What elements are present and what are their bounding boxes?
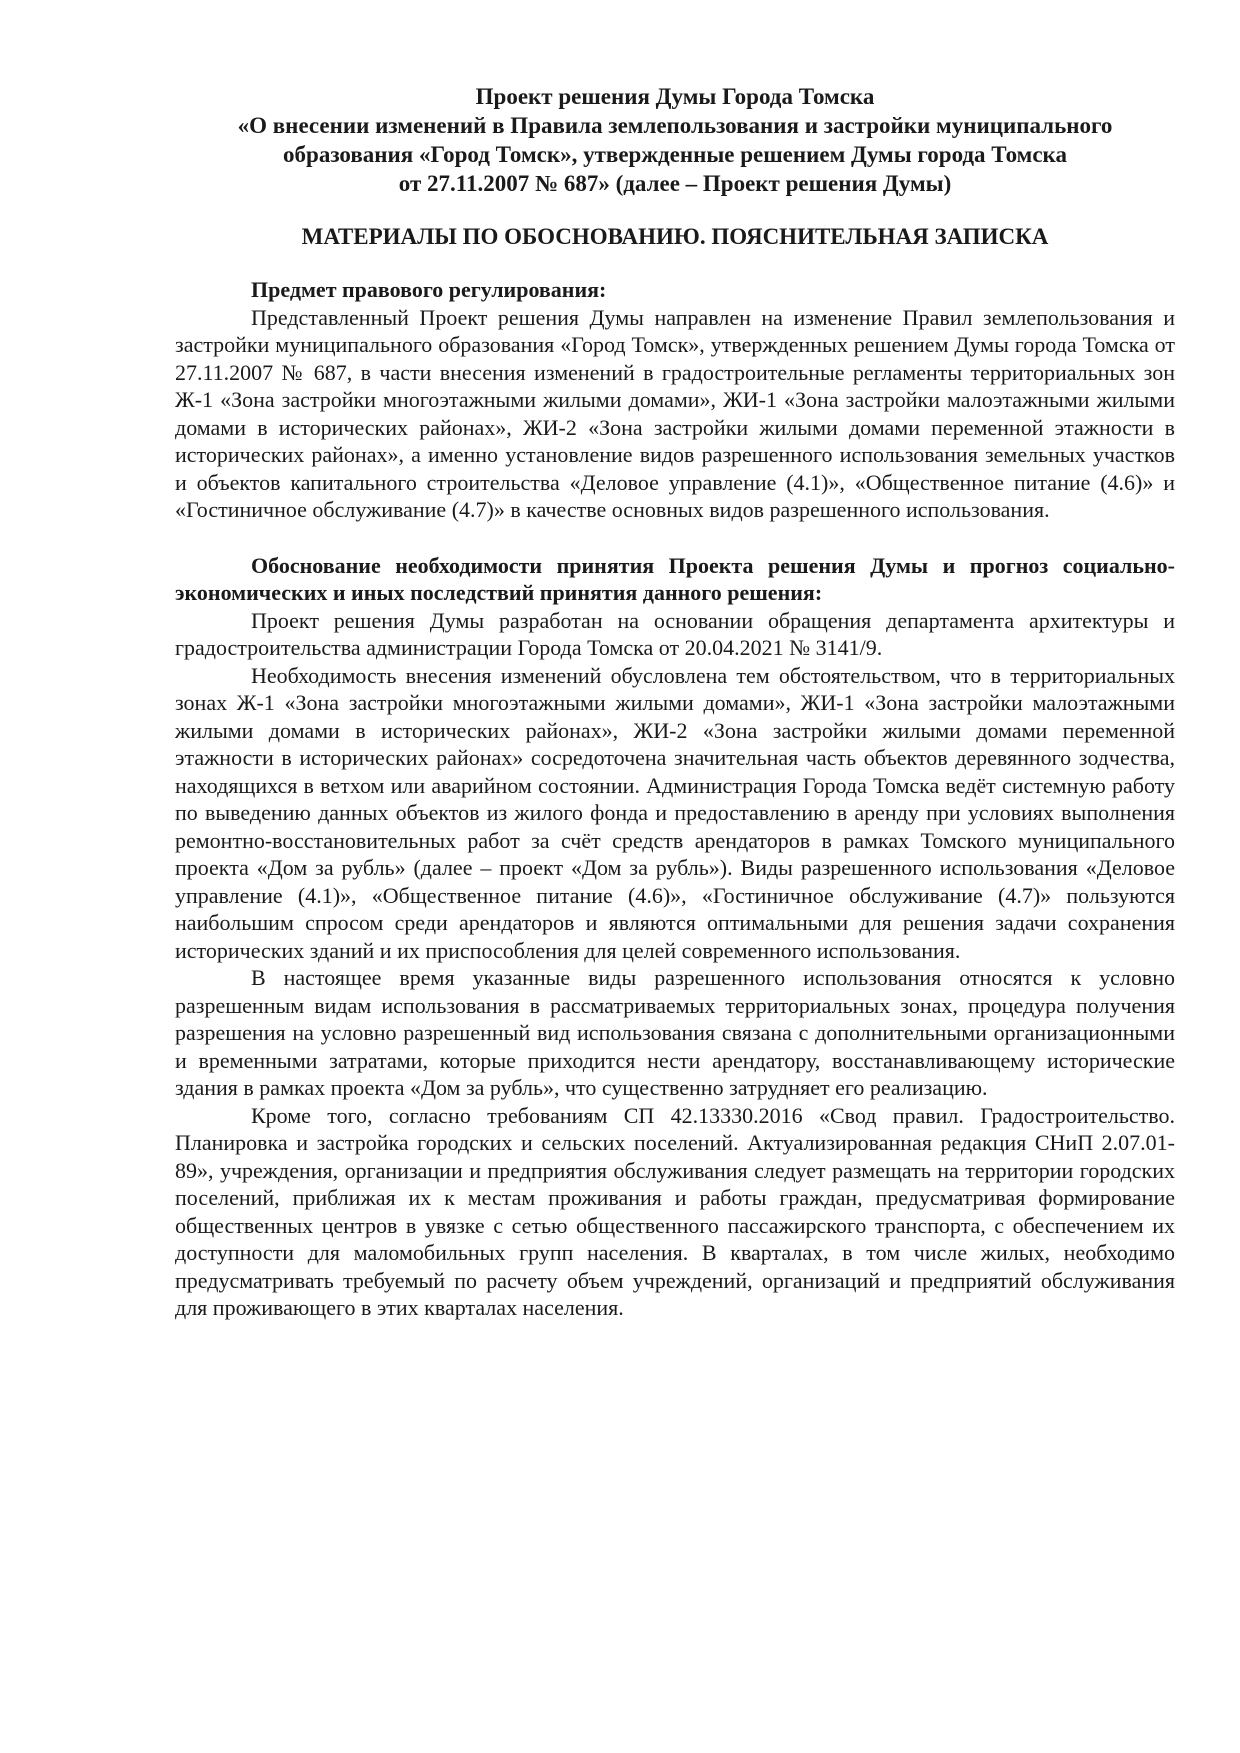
title-line-1: Проект решения Думы Города Томска	[475, 84, 875, 109]
justification-paragraph-3: В настоящее время указанные виды разрешенного использования относятся к условно разрешенным видам использования в рассматриваемых территориальных зонах, процедура получения разрешения на условно разрешенный вид использования связана с дополнительными организационными и временными затратами, которые приходится нести арендатору, восстанавливающему исторические здания в рамках проекта «Дом за рубль», что существенно затрудняет его реализацию.	[175, 965, 1175, 1100]
title-line-3: образования «Город Томск», утвержденные решением Думы города Томска	[283, 142, 1067, 167]
title-line-4: от 27.11.2007 № 687» (далее – Проект решения Думы)	[398, 171, 952, 196]
subject-heading: Предмет правового регулирования:	[251, 277, 607, 302]
section-title: МАТЕРИАЛЫ ПО ОБОСНОВАНИЮ. ПОЯСНИТЕЛЬНАЯ ЗАПИСКА	[301, 224, 1049, 249]
justification-paragraph-4: Кроме того, согласно требованиям СП 42.13330.2016 «Свод правил. Градостроительство. Планировка и застройка городских и сельских поселений. Актуализированная редакция СНиП 2.07.01-89», учреждения, организации и предприятия обслуживания следует размещать на территории городских поселений, приближая их к местам проживания и работы граждан, предусматривая формирование общественных центров в увязке с сетью общественного пассажирского транспорта, с обеспечением их доступности для маломобильных групп населения. В кварталах, в том числе жилых, необходимо предусматривать требуемый по расчету объем учреждений, организаций и предприятий обслуживания для проживающего в этих кварталах населения.	[175, 1102, 1175, 1320]
justification-paragraph-1: Проект решения Думы разработан на основании обращения департамента архитектуры и градостроительства администрации Города Томска от 20.04.2021 № 3141/9.	[175, 607, 1175, 660]
document-page	[175, 82, 1175, 1322]
subject-paragraph: Представленный Проект решения Думы направлен на изменение Правил землепользования и застройки муниципального образования «Город Томск», утвержденных решением Думы города Томска от 27.11.2007 № 687, в части внесения изменений в градостроительные регламенты территориальных зон Ж-1 «Зона застройки многоэтажными жилыми домами», ЖИ-1 «Зона застройки малоэтажными жилыми домами в исторических районах», ЖИ-2 «Зона застройки жилыми домами переменной этажности в исторических районах», а именно установление видов разрешенного использования земельных участков и объектов капитального строительства «Деловое управление (4.1)», «Общественное питание (4.6)» и «Гостиничное обслуживание (4.7)» в качестве основных видов разрешенного использования.	[175, 304, 1175, 522]
title-line-2: «О внесении изменений в Правила землепользования и застройки муниципального	[237, 113, 1113, 138]
justification-paragraph-2: Необходимость внесения изменений обусловлена тем обстоятельством, что в территориальных зонах Ж-1 «Зона застройки многоэтажными жилыми домами», ЖИ-1 «Зона застройки малоэтажными жилыми домами в исторических районах», ЖИ-2 «Зона застройки жилыми домами переменной этажности в исторических районах» сосредоточена значительная часть объектов деревянного зодчества, находящихся в ветхом или аварийном состоянии. Администрация Города Томска ведёт системную работу по выведению данных объектов из жилого фонда и предоставлению в аренду при условиях выполнения ремонтно-восстановительных работ за счёт средств арендаторов в рамках Томского муниципального проекта «Дом за рубль» (далее – проект «Дом за рубль»). Виды разрешенного использования «Деловое управление (4.1)», «Общественное питание (4.6)», «Гостиничное обслуживание (4.7)» пользуются наибольшим спросом среди арендаторов и являются оптимальными для решения задачи сохранения исторических зданий и их приспособления для целей современного использования.	[175, 662, 1175, 963]
document-title	[175, 82, 1175, 198]
justification-heading: Обоснование необходимости принятия Проекта решения Думы и прогноз социально-экономических и иных последствий принятия данного решения:	[175, 552, 1175, 605]
